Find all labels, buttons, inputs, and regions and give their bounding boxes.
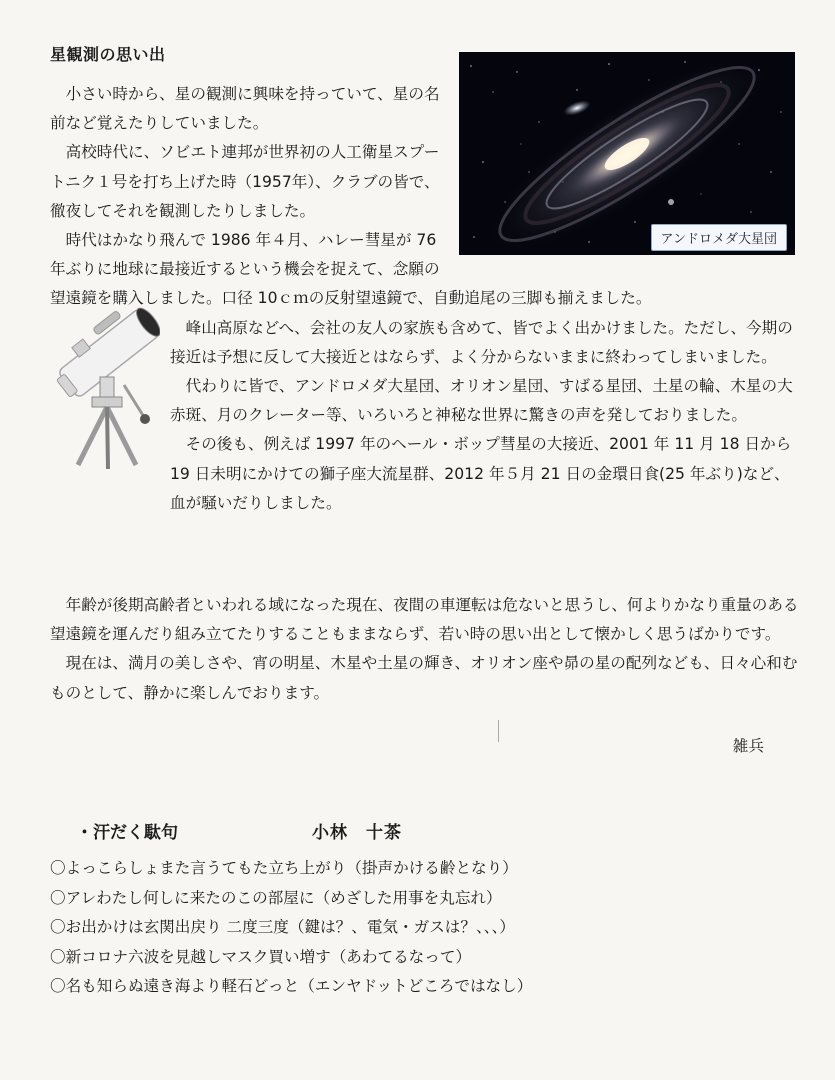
article-body — [50, 80, 805, 530]
haiku-item: 〇新コロナ六波を見越しマスク買い増す（あわてるなって） — [50, 947, 472, 966]
paragraph: 高校時代に、ソビエト連邦が世界初の人工衛星スプートニク１号を打ち上げた時（1957年）、クラブの皆で、徹夜してそれを観測したりしました。 — [50, 143, 440, 220]
haiku-item: 〇名も知らぬ遠き海より軽石どっと（エンヤドットどころではなし） — [50, 977, 533, 995]
paragraph: 小さい時から、星の観測に興味を持っていて、星の名前など覚えたりしていました。 — [50, 85, 440, 133]
paragraph: 代わりに皆で、アンドロメダ大星団、オリオン星団、すばる星団、土星の輪、木星の大赤斑、月のクレーター等、いろいろと神秘な世界に驚きの声を発しておりました。 — [170, 377, 793, 425]
author-signature: 雑兵 — [732, 737, 764, 755]
paragraph: 峰山高原などへ、会社の友人の家族も含めて、皆でよく出かけました。ただし、今期の接近は予想に反して大接近とはならず、よく分からないままに終わってしまいました。 — [170, 318, 793, 366]
haiku-item: 〇アレわたし何しに来たのこの部屋に（めざした用事を丸忘れ） — [50, 888, 502, 907]
haiku-author: 小林 十茶 — [312, 823, 402, 843]
scan-artifact — [498, 720, 499, 742]
haiku-heading: ・汗だく駄句 — [76, 823, 178, 843]
paragraph: 時代はかなり飛んで 1986 年４月、ハレー彗星が 76 年ぶりに地球に最接近するという機会を捉えて、念願の望遠鏡を購入しました。口径 10ｃｍの反射望遠鏡で、自動追尾の三脚も揃えました。 — [50, 231, 652, 308]
haiku-item: 〇よっこらしょまた言うてもた立ち上がり（掛声かける齢となり） — [50, 859, 518, 877]
haiku-list — [50, 854, 810, 1002]
article-title: 星観測の思い出 — [50, 45, 166, 64]
paragraph: 現在は、満月の美しさや、宵の明星、木星や土星の輝き、オリオン座や昴の星の配列なども、日々心和むものとして、静かに楽しんでおります。 — [50, 654, 798, 702]
paragraph: 年齢が後期高齢者といわれる域になった現在、夜間の車運転は危ないと思うし、何よりかなり重量のある望遠鏡を運んだり組み立てたりすることもままならず、若い時の思い出として懐かしく思うばかりです。 — [50, 596, 799, 644]
haiku-item: 〇お出かけは玄関出戻り 二度三度（鍵は？、電気・ガスは？、、、） — [50, 918, 515, 936]
image-caption: アンドロメダ大星団 — [651, 224, 787, 251]
paragraph: その後も、例えば 1997 年のヘール・ボップ彗星の大接近、2001 年 11 月 18 日から 19 日未明にかけての獅子座大流星群、2012 年５月 21 日の金環日食(25 年ぶり)など、血が騒いだりしました。 — [170, 435, 792, 512]
article-body-continued — [50, 591, 810, 708]
